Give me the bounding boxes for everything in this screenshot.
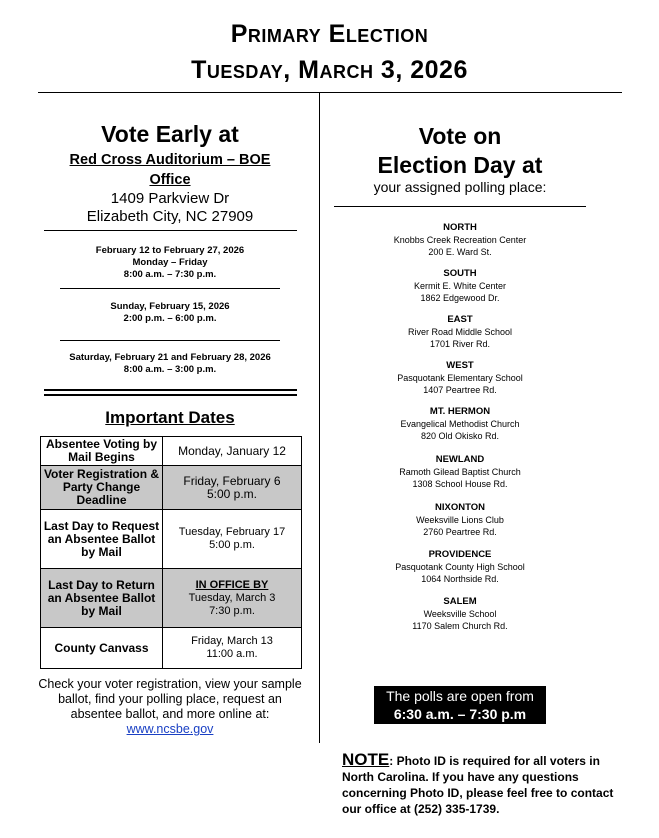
election-day-title (334, 122, 586, 180)
venue-divider (44, 230, 297, 231)
note-text: : Photo ID is required for all voters in North Carolina. If you have any questions concerning Photo ID, please feel free to contact our office at (252) 335-1739. (342, 754, 614, 816)
online-info-text (38, 677, 302, 737)
election-day-subtitle: your assigned polling place: (373, 179, 547, 195)
precinct-name: MT. HERMON (429, 406, 491, 417)
early-voting-venue (38, 150, 302, 190)
early-session-sunday (38, 301, 302, 325)
date-value (163, 628, 302, 669)
table-row (41, 466, 302, 510)
precinct-place: River Road Middle School (407, 327, 513, 337)
precinct-salem (334, 596, 586, 632)
precinct-address: 820 Old Okisko Rd. (420, 431, 500, 441)
precinct-place: Pasquotank Elementary School (397, 373, 523, 383)
precinct-nixonton (334, 502, 586, 538)
precinct-place: Weeksville School (423, 609, 497, 619)
early-voting-section (38, 120, 302, 226)
precinct-address: 1064 Northside Rd. (421, 574, 499, 584)
election-day-divider (334, 206, 586, 207)
date-label: County Canvass (41, 628, 163, 669)
ncsbe-link[interactable]: www.ncsbe.gov (126, 722, 214, 736)
date-value-line: Monday, January 12 (178, 443, 286, 458)
column-divider (319, 93, 320, 743)
date-value (163, 437, 302, 466)
note-label: NOTE (342, 750, 390, 769)
precinct-address: 1407 Peartree Rd. (423, 385, 497, 395)
precinct-place: Weeksville Lions Club (416, 515, 504, 525)
polls-line: The polls are open from (386, 688, 534, 704)
online-info-body: Check your voter registration, view your sample ballot, find your polling place, request an absentee ballot, and more online at: (38, 677, 302, 721)
precinct-mt-hermon (334, 406, 586, 442)
precinct-address: 2760 Peartree Rd. (423, 527, 497, 537)
date-value (163, 569, 302, 628)
session-days: Monday – Friday (132, 257, 208, 268)
date-label: Last Day to Request an Absentee Ballot by Mail (41, 510, 163, 569)
early-voting-title: Vote Early at (101, 121, 239, 147)
polls-hours: 6:30 a.m. – 7:30 p.m (393, 706, 527, 722)
date-value-line: 5:00 p.m. (209, 539, 255, 551)
precinct-south (334, 268, 586, 304)
precinct-name: SALEM (443, 596, 477, 607)
precinct-name: WEST (446, 360, 474, 371)
header-divider (38, 92, 622, 93)
title-line: Election Day at (377, 152, 543, 178)
session-divider (60, 340, 280, 341)
address-line: Elizabeth City, NC 27909 (86, 208, 254, 225)
address-line: 1409 Parkview Dr (110, 190, 230, 207)
date-value (163, 510, 302, 569)
precinct-address: 1170 Salem Church Rd. (412, 621, 508, 631)
session-dates: Sunday, February 15, 2026 (110, 301, 230, 312)
session-hours: 2:00 p.m. – 6:00 p.m. (123, 313, 217, 324)
photo-id-note (342, 752, 622, 817)
venue-line: Red Cross Auditorium – BOE (69, 152, 271, 168)
page-title: Primary Election (230, 20, 429, 48)
precinct-place: Pasquotank County High School (395, 562, 525, 572)
early-voting-address (38, 190, 302, 226)
table-row (41, 437, 302, 466)
session-divider (60, 288, 280, 289)
in-office-note: IN OFFICE BY (195, 578, 269, 591)
precinct-name: NORTH (443, 222, 477, 233)
precinct-west (334, 360, 586, 396)
table-row (41, 510, 302, 569)
date-value-line: Tuesday, February 17 (178, 526, 286, 538)
precinct-name: SOUTH (443, 268, 477, 279)
precinct-place: Kermit E. White Center (413, 281, 507, 291)
session-hours: 8:00 a.m. – 3:00 p.m. (123, 364, 217, 375)
precinct-name: PROVIDENCE (428, 549, 492, 560)
double-divider-top (44, 389, 297, 391)
precinct-name: EAST (447, 314, 473, 325)
precinct-newland (334, 454, 586, 490)
table-row (41, 569, 302, 628)
session-dates: Saturday, February 21 and February 28, 2026 (69, 352, 271, 363)
date-value (163, 466, 302, 510)
early-session-saturday (38, 352, 302, 376)
venue-line: Office (149, 172, 191, 188)
date-label: Voter Registration & Party Change Deadline (41, 466, 163, 510)
date-value-line: 11:00 a.m. (206, 648, 258, 660)
date-value-line: 5:00 p.m. (206, 486, 258, 501)
precinct-place: Evangelical Methodist Church (400, 419, 520, 429)
precinct-providence (334, 549, 586, 585)
table-row (41, 628, 302, 669)
early-session-weekdays (38, 245, 302, 281)
precinct-address: 200 E. Ward St. (428, 247, 492, 257)
important-dates-title: Important Dates (105, 408, 235, 427)
important-dates-table (40, 436, 302, 669)
session-hours: 8:00 a.m. – 7:30 p.m. (123, 269, 217, 280)
precinct-address: 1862 Edgewood Dr. (420, 293, 500, 303)
precinct-name: NIXONTON (435, 502, 485, 513)
precinct-name: NEWLAND (435, 454, 485, 465)
date-value-line: Tuesday, March 3 (188, 591, 276, 604)
date-value-line: 7:30 p.m. (209, 604, 255, 617)
precinct-north (334, 222, 586, 258)
date-value-line: Friday, February 6 (183, 473, 281, 488)
election-date: Tuesday, March 3, 2026 (191, 56, 468, 84)
precinct-address: 1701 River Rd. (429, 339, 491, 349)
precinct-place: Knobbs Creek Recreation Center (393, 235, 527, 245)
double-divider-bottom (44, 394, 297, 396)
date-label: Last Day to Return an Absentee Ballot by Mail (41, 569, 163, 628)
precinct-east (334, 314, 586, 350)
precinct-address: 1308 School House Rd. (412, 479, 508, 489)
session-dates: February 12 to February 27, 2026 (95, 245, 245, 256)
date-value-line: Friday, March 13 (191, 635, 273, 647)
precinct-place: Ramoth Gilead Baptist Church (399, 467, 521, 477)
title-line: Vote on (418, 123, 502, 149)
date-label: Absentee Voting by Mail Begins (41, 437, 163, 466)
polls-hours-banner (374, 686, 546, 724)
